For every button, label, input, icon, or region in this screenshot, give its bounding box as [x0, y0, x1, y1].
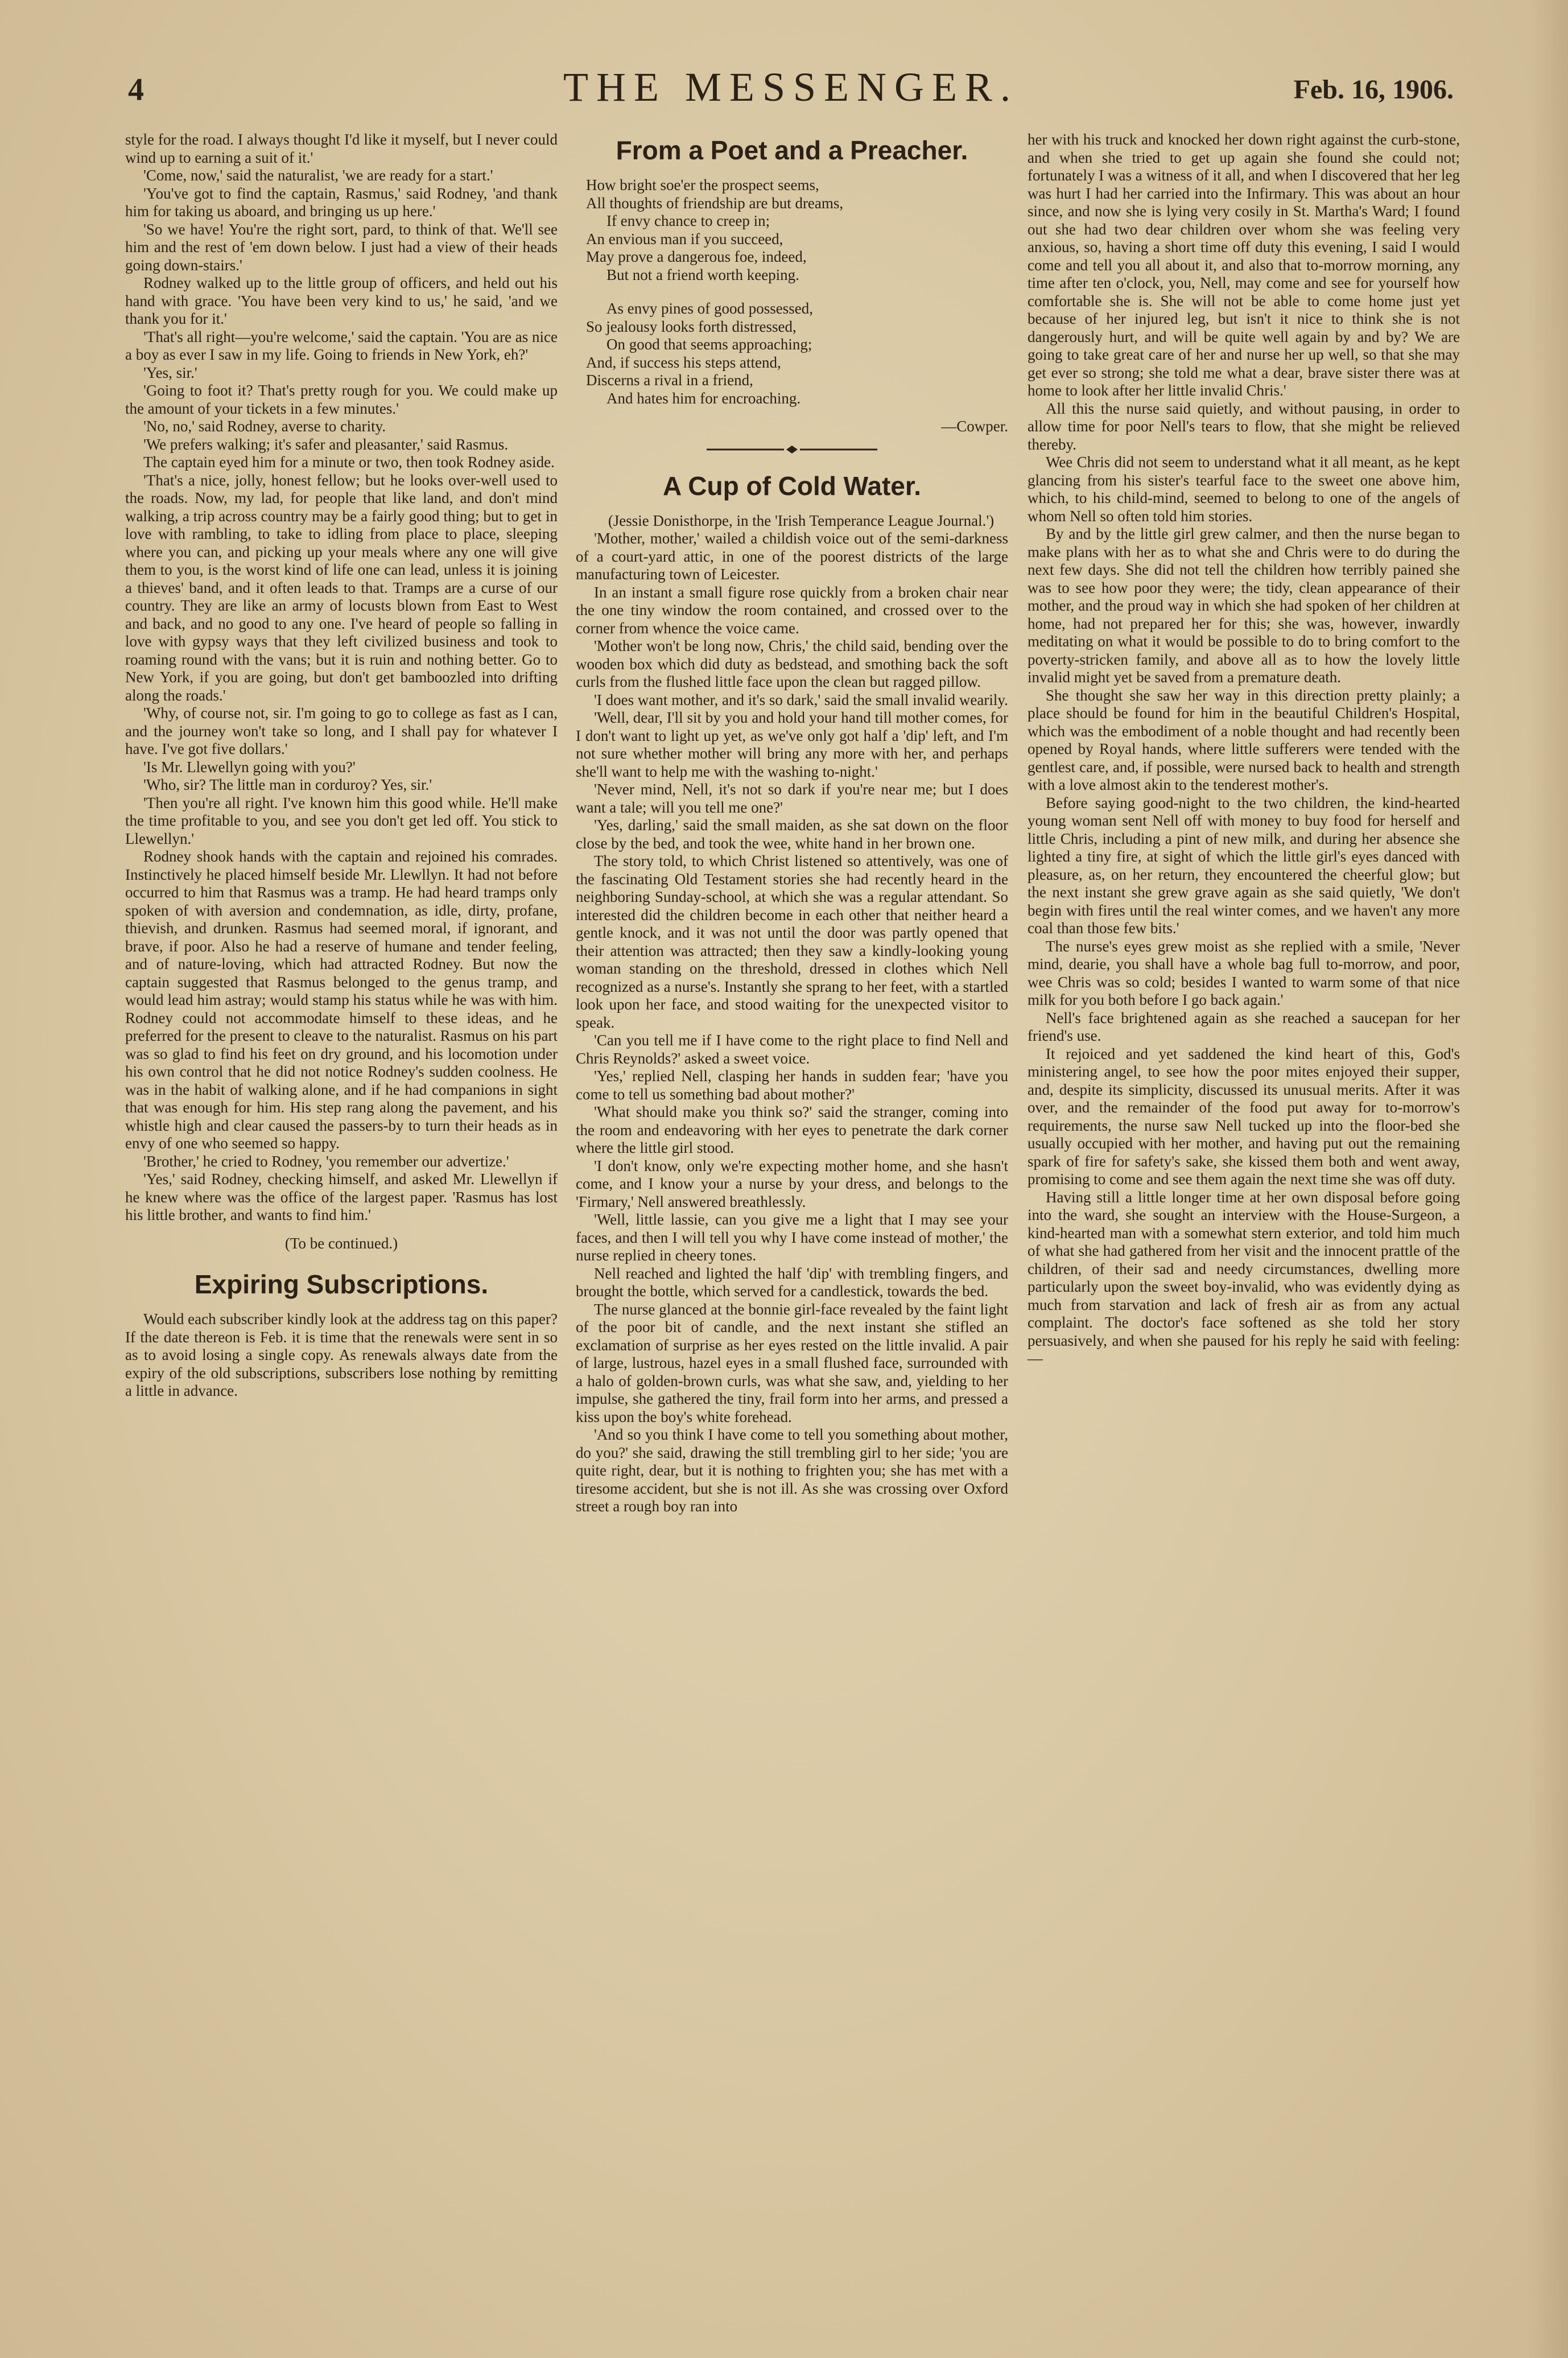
poem-stanza	[586, 300, 1008, 407]
poem-line: And hates him for encroaching.	[606, 389, 801, 407]
serial-paragraph: Rodney shook hands with the captain and rejoined his comrades. Instinctively he placed himself beside Mr. Llewllyn. It had not before occurred to him that Rasmus was a tramp. He had heard tramps only spoken of with aversion and condemnation, as idle, dirty, profane, thievish, and drunken. Rasmus had seemed moral, if ignorant, and brave, if poor. Also he had a reserve of humane and tender feeling, and of nature-loving, which had attracted Rodney. But now the captain suggested that Rasmus belonged to the genus tramp, and would lead him astray; would stamp his status while he was with him. Rodney could not accommodate himself to these ideas, and he preferred for the present to cleave to the naturalist. Rasmus on his part was so glad to find his feet on dry ground, and his locomotion under his own control that he did not notice Rodney's sudden coolness. He was in the habit of walking alone, and if he had companions in sight that was enough for him. His step rang along the pavement, and his whistle high and clear caused the passers-by to turn their heads as in envy of one who seemed so happy.	[125, 848, 558, 1152]
poem-line: How bright soe'er the prospect seems,	[586, 176, 819, 193]
serial-paragraph: 'That's all right—you're welcome,' said the captain. 'You are as nice a boy as ever I saw in my life. Going to friends in New York, eh?'	[125, 328, 558, 363]
serial-paragraph: The captain eyed him for a minute or two, then took Rodney aside.	[143, 454, 555, 471]
story-paragraph: 'What should make you think so?' said the stranger, coming into the room and endeavoring with her eyes to penetrate the dark corner where the little girl stood.	[576, 1103, 1008, 1156]
poem-line: And, if success his steps attend,	[586, 353, 781, 371]
subscriptions-body: Would each subscriber kindly look at the address tag on this paper? If the date thereon is Feb. it is time that the renewals were sent in so as to avoid losing a single copy. As renewals always date from the expiry of the old subscriptions, subscribers lose nothing by remitting a little in advance.	[125, 1310, 558, 1399]
serial-paragraph: 'Who, sir? The little man in corduroy? Yes, sir.'	[143, 776, 432, 793]
story-paragraph: Wee Chris did not seem to understand what it all meant, as he kept glancing from his sister's tearful face to the sweet one above him, which, to his child-mind, seemed to belong to one of the angels of whom Nell so often told him stories.	[1028, 454, 1460, 525]
story-paragraph: Before saying good-night to the two children, the kind-hearted young woman sent Nell off with money to buy food for herself and little Chris, including a pint of new milk, and during her absence she lighted a tiny fire, at sight of which the little girl's eyes danced with pleasure, as, on her return, they encountered the cheerful glow; but the next instant she grew grave again as she said quietly, 'We don't begin with fires until the real winter comes, and we haven't any more coal than those few bits.'	[1028, 794, 1460, 937]
story-paragraph: 'Well, dear, I'll sit by you and hold your hand till mother comes, for I don't want to light up yet, as we've only got half a 'dip' left, and I'm not sure whether mother will bring any more with her, and perhaps she'll want to help me with the washing to-night.'	[576, 709, 1008, 780]
poem-line: But not a friend worth keeping.	[606, 266, 799, 283]
serial-paragraph: 'So we have! You're the right sort, pard, to think of that. We'll see him and the rest of 'em down below. I just had a view of their heads going down-stairs.'	[125, 220, 558, 274]
serial-paragraph: 'Going to foot it? That's pretty rough for you. We could make up the amount of your tickets in a few minutes.'	[125, 382, 558, 417]
poem-line: As envy pines of good possessed,	[606, 300, 813, 317]
serial-paragraph: 'No, no,' said Rodney, averse to charity.	[143, 418, 386, 435]
story-paragraph: Nell's face brightened again as she reached a saucepan for her friend's use.	[1028, 1009, 1460, 1044]
column-1	[125, 131, 558, 1400]
masthead-title: THE MESSENGER.	[563, 64, 1019, 110]
serial-paragraph: 'We prefers walking; it's safer and pleasanter,' said Rasmus.	[143, 435, 509, 453]
story-paragraph: The nurse glanced at the bonnie girl-face revealed by the faint light of the poor bit of candle, and the next instant she stifled an exclamation of surprise as her eyes rested on the little invalid. A pair of large, lustrous, hazel eyes in a small flushed face, surrounded with a halo of golden-brown curls, was what she saw, and, yielding to her impulse, she gathered the tiny, frail form into her arms, and pressed a kiss upon the boy's white forehead.	[576, 1300, 1008, 1425]
serial-paragraph: 'Brother,' he cried to Rodney, 'you remember our advertize.'	[143, 1152, 509, 1170]
serial-paragraph: style for the road. I always thought I'd like it myself, but I never could wind up to earning a suit of it.'	[125, 131, 558, 166]
story-paragraph: 'Yes, darling,' said the small maiden, as she sat down on the floor close by the bed, and took the wee, white hand in her brown one.	[576, 817, 1008, 852]
subscriptions-heading: Expiring Subscriptions.	[194, 1269, 489, 1299]
serial-paragraph: 'You've got to find the captain, Rasmus,' said Rodney, 'and thank him for taking us aboard, and bringing us up here.'	[125, 184, 558, 220]
poem-stanza	[586, 176, 1008, 284]
story-paragraph: her with his truck and knocked her down right against the curb-stone, and when she tried to get up again she found she could not; fortunately I was a witness of it all, and when I discovered that her leg was hurt I had her carried into the Infirmary. This was about an hour since, and now she is lying very cosily in St. Martha's Ward; I found out she had two dear children over whom she was feeling very anxious, so, having a short time off duty this evening, I said I would come and tell you all about it, and also that to-morrow morning, any time after ten o'clock, you, Nell, may come and see for yourself how comfortable she is. She will not be able to come home just yet because of her injured leg, but isn't it nice to think she is not dangerously hurt, and will be quite well again by and by? We are going to take great care of her and nurse her up well, so that she may get ever so strong; she told me what a dear, brave sister there was at home to look after her little invalid Chris.'	[1028, 131, 1460, 399]
poem-body	[586, 176, 1008, 407]
column-3	[1028, 131, 1460, 1368]
serial-paragraph: 'That's a nice, jolly, honest fellow; but he looks over-well used to the roads. Now, my lad, for people that like land, and don't mind walking, a trip across country may be a fairly good thing; but to get in love with rambling, to take to idling from place to place, sleeping where you can, and picking up your meals where any one will give them to you, is the worst kind of life one can lead, unless it is joining a thieves' band, and it often leads to that. Tramps are a curse of our country. They are like an army of locusts blown from East to West and back, and no good to any one. I've heard of people so falling in love with gypsy ways that they left civilized business and took to roaming round with the vans; but it is ruin and nothing better. Go to New York, if you are going, but don't get bamboozled into drifting along the roads.'	[125, 471, 558, 704]
story-paragraph: She thought she saw her way in this direction pretty plainly; a place should be found for him in the beautiful Children's Hospital, which was the embodiment of a noble thought and had recently been opened by Royal hands, where little sufferers were tended with the gentlest care, and, if possible, were nursed back to health and strength with a love almost akin to the tenderest mother's.	[1028, 686, 1460, 793]
issue-date: Feb. 16, 1906.	[1293, 75, 1454, 105]
story-paragraph: 'I don't know, only we're expecting mother home, and she hasn't come, and I know your a nurse by your dress, and belongs to the 'Firmary,' Nell answered breathlessly.	[576, 1157, 1008, 1210]
serial-paragraph: 'Is Mr. Llewellyn going with you?'	[143, 758, 356, 776]
story-paragraph: 'Well, little lassie, can you give me a light that I may see your faces, and then I will tell you why I have come instead of mother,' the nurse replied in cheery tones.	[576, 1211, 1008, 1264]
story-paragraph: 'I does want mother, and it's so dark,' said the small invalid wearily.	[594, 691, 1008, 708]
poem-line: On good that seems approaching;	[606, 336, 812, 353]
story-paragraph: 'And so you think I have come to tell you something about mother, do you?' she said, drawing the still trembling girl to her side; 'you are quite right, dear, but it is nothing to frighten you; she has met with a tiresome accident, but she is not ill. As she was crossing over Oxford street a rough boy ran into	[576, 1426, 1008, 1515]
story-paragraph: 'Mother won't be long now, Chris,' the child said, bending over the wooden box which did duty as bedstead, and smothing back the soft curls from the flushed little face upon the clean but ragged pillow.	[576, 637, 1008, 690]
poem-attribution: —Cowper.	[941, 418, 1008, 435]
story-paragraph: The nurse's eyes grew moist as she replied with a smile, 'Never mind, dearie, you shall have a whole bag full to-morrow, and poor, wee Chris was so cold; besides I wanted to warm some of that nice milk for you both before I go back again.'	[1028, 937, 1460, 1008]
story-paragraph: 'Yes,' replied Nell, clasping her hands in sudden fear; 'have you come to tell us something bad about mother?'	[576, 1067, 1008, 1103]
serial-paragraph: 'Yes, sir.'	[143, 364, 197, 381]
poem-line: All thoughts of friendship are but dreams,	[586, 194, 844, 212]
serial-story	[125, 131, 558, 1252]
story-paragraph: The story told, to which Christ listened so attentively, was one of the fascinating Old Testament stories she had recently heard in the neighboring Sunday-school, at which she was a regular attendant. So interested did the children become in each other that neither heard a gentle knock, and it was not until the door was partly opened that their attention was attracted; then they saw a kindly-looking young woman standing on the threshold, dressed in clothes which Nell recognized as a nurse's. Instantly she sprang to her feet, with a startled look upon her face, and stood waiting for the unexpected visitor to speak.	[576, 852, 1008, 1031]
serial-paragraph: 'Yes,' said Rodney, checking himself, and asked Mr. Llewellyn if he knew where was the office of the largest paper. 'Rasmus has lost his little brother, and wants to find him.'	[125, 1170, 558, 1223]
story-paragraph: It rejoiced and yet saddened the kind heart of this, God's ministering angel, to see how the poor mites enjoyed their supper, and, despite its simplicity, discussed its unusual merits. After it was over, and the remainder of the food put away for to-morrow's requirements, the nurse saw Nell tucked up into the floor-bed she usually occupied with her mother, and having put out the remaining spark of fire for safety's sake, she kissed them both and went away, promising to come and see them again the next time she was off duty.	[1028, 1045, 1460, 1188]
story-heading: A Cup of Cold Water.	[662, 471, 921, 501]
to-be-continued: (To be continued.)	[284, 1234, 398, 1252]
poem-line: So jealousy looks forth distressed,	[586, 318, 797, 335]
story-paragraph: By and by the little girl grew calmer, and then the nurse began to make plans with her as to what she and Chris were to do during the next few days. She did not tell the children how terribly pained she was to see how poor they were; the tidy, clean appearance of their mother, and the proud way in which she had spoken of her children at home, had not prepared her for this; she was, however, inwardly meditating on what it would be possible to do to bring comfort to the poverty-stricken family, and above all as to how the lovely little invalid might yet be saved from a premature death.	[1028, 525, 1460, 686]
story-byline: (Jessie Donisthorpe, in the 'Irish Temperance League Journal.')	[608, 512, 995, 529]
story-paragraph: 'Can you tell me if I have come to the right place to find Nell and Chris Reynolds?' asked a sweet voice.	[576, 1032, 1008, 1067]
divider-ornament	[672, 444, 911, 455]
story-paragraph: 'Mother, mother,' wailed a childish voice out of the semi-darkness of a court-yard attic, in one of the poorest districts of the large manufacturing town of Leicester.	[576, 530, 1008, 583]
story-section	[576, 470, 1008, 1516]
column-2	[576, 131, 1008, 1516]
story-paragraph: 'Never mind, Nell, it's not so dark if you're near me; but I does want a tale; will you tell me one?'	[576, 781, 1008, 816]
story-paragraph: Having still a little longer time at her own disposal before going into the ward, she sought an interview with the House-Surgeon, a kind-hearted man with a somewhat stern exterior, and told him much of what she had gathered from her visit and the innocent prattle of the children, of their sad and needy circumstances, dwelling more particularly upon the sweet boy-invalid, who was evidently dying as much from starvation and lack of fresh air as from any actual complaint. The doctor's face softened as she told her story persuasively, and when she paused for his reply he said with feeling:—	[1028, 1188, 1460, 1367]
story-paragraph: Nell reached and lighted the half 'dip' with trembling fingers, and brought the bottle, which served for a candlestick, towards the bed.	[576, 1264, 1008, 1300]
poem-heading: From a Poet and a Preacher.	[616, 135, 968, 165]
serial-paragraph: 'Then you're all right. I've known him this good while. He'll make the time profitable to you, and see you don't get led off. You stick to Llewellyn.'	[125, 794, 558, 847]
subscriptions-notice	[125, 1268, 558, 1400]
serial-paragraph: 'Why, of course not, sir. I'm going to go to college as fast as I can, and the journey won't take so long, and I shall pay for whatever I have. I've got five dollars.'	[125, 704, 558, 757]
serial-paragraph: Rodney walked up to the little group of officers, and held out his hand with grace. 'You have been very kind to us,' he said, 'and we thank you for it.'	[125, 274, 558, 327]
poem-line: May prove a dangerous foe, indeed,	[586, 248, 807, 265]
serial-paragraph: 'Come, now,' said the naturalist, 'we are ready for a start.'	[143, 167, 493, 184]
poem-line: Discerns a rival in a friend,	[586, 372, 753, 389]
page-number: 4	[128, 72, 144, 108]
story-paragraph: All this the nurse said quietly, and without pausing, in order to allow time for poor Nell's tears to flow, that she might be relieved thereby.	[1028, 399, 1460, 453]
page-header	[128, 64, 1454, 115]
poem-line: If envy chance to creep in;	[606, 212, 770, 229]
poem-section	[576, 134, 1008, 436]
poem-line: An envious man if you succeed,	[586, 230, 783, 248]
story-paragraph: In an instant a small figure rose quickly from a broken chair near the one tiny window the room contained, and crossed over to the corner from whence the voice came.	[576, 583, 1008, 637]
